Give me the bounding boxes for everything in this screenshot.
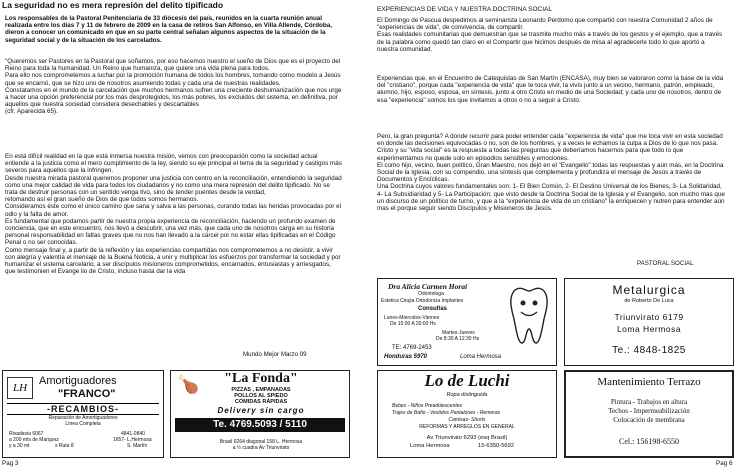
article-intro: Los responsables de la Pastoral Penitenciaria de 33 diócesis del país, reunidos en la cuarta reunión anual realizada entre los días 7 y 11 de febrero de 2009 en la casa de retiros San Alfonso, en Villa Allende, Córdoba, dieron a conocer un comunicado en que en su parte central señalan algunos aspectos de la situación de la seguridad social y de la situación de los carcelados. [5, 15, 334, 44]
dentist-hours-1: Lunes-Miercoles-Viernes [384, 315, 440, 321]
lafonda-line-1: PIZZAS , EMPANADAS [231, 387, 291, 393]
franco-phone: 4841-0840 [121, 431, 145, 437]
franco-title-1: Amortiguadores [39, 375, 117, 387]
dentist-consult: Consultas [418, 306, 448, 312]
dentist-hours-2: De 15:00 A 20:00 Hs [390, 321, 436, 327]
ad-la-fonda [170, 370, 350, 458]
article-paragraph-2: En está difícil realidad en la que está inmersa nuestra misión, vemos con preocupación como la sociedad actual entiende a la justicia como el mero cumplimiento de la ley, siendo su eje principal el tema de la seguridad y castigos más severos para aquellos que la infringen. Desde nuestra mirada pastoral queremos proponer una justicia con centro en la reconciliación, entendiendo la seguridad como una mejor calidad de vida para todos los ciudadanos y no como una mera represión del delito tipificado. No se trata de destruir personas con un sentido venga tivo, sino de tender puentes desde la verdad, retomando así el gran sueño de Dios de que todos somos hermanos. Consideramos éste como el único camino que sana y salva a las personas, curando todas las heridas provocadas por el odio y la falta de amor. Es fundamental que podamos partir de nuestra propia experiencia de reconciliación, haciendo un profundo examen de conciencia, que en este encuentro, nos llevó a descubrir, una vez más, que cada uno de nosotros carga en su historia personal responsabilidad en faltas graves que no nos han llevado a la cárcel por no estar ellas tipificadas en el Código Penal o no ser conocidas. Como mensaje final y, a partir de la reflexión y las experiencias compartidas nos comprometemos a no desistir, a vivir con alegría y valentía el mensaje de la Buena Noticia, a unir y multiplicar los esfuerzos por transformar la sociedad y por humanizar el sistema carcelario, a ser discípulos misioneros comprometidos, encarnados, entusiastas y arriesgados, que testimonien el Evange lio de Cristo, incluso hasta dar la vida [5, 153, 342, 276]
luchi-phone: 15-6350-5692 [478, 443, 515, 449]
dentist-specialty-2: Estetica Cirujia Ortodoncia Implantes [381, 298, 464, 304]
ad-mantenimiento-terrazo [564, 370, 734, 458]
lafonda-phone: Te. 4769.5093 / 5110 [175, 418, 345, 432]
franco-locality-1: 1657- L.Hermosa [113, 437, 152, 443]
franco-locality-2: S. Martín [127, 443, 148, 449]
article-paragraph-1: "Queremos ser Pastores en la Pastoral que soñamos, por eso hacemos nuestro el sueño de Dios que es el proyecto del Reino para toda la humanidad. Un Reino que humaniza, que quiere una vida plena para todos. Para ello nos comprometemos a luchar por la promoción humana de todos los hombres, tomando como modelo a Jesús que se encarnó, que se hizo uno de nosotros asumiendo todas y cada una de nuestras realidades. Constatamos en el mundo de la carcelación que muchos hermanos sufren una creciente deshumanización que nos urge a hacer una opción preferencial por los más desprotegidos, los más pobres, los excluidos del sistema, en definitiva, por aquellos que nuestra sociedad considera desechables y descartables (cfr. Aparecida 65). [5, 58, 342, 116]
franco-banner: -RECAMBIOS- [7, 403, 159, 415]
franco-title-2: "FRANCO" [58, 388, 116, 400]
terrazo-phone: Cel.: 156198-6550 [619, 437, 679, 446]
right-paragraph-2: Experiencias que, en el Encuentro de Catequistas de San Martín (ENCASA), muy bien se valoraron como la base de la vida del "cristiano", porque cada "experiencia de vida" que te toca vivir, la vivís junto a un vecino, hermano, patrón, empleado, alumno, hijo, esposo, esposa, en síntesis, junto a otro Cristo en medio de una Sociedad; y cada uno de nosotros, dentro de esa "experiencia" somos los que invitamos a otros o no a seguir a Cristo. [377, 75, 725, 104]
luchi-name: Lo de Luchi [424, 371, 510, 390]
metalurgica-owner: de Roberto De Luca [624, 298, 674, 304]
metalurgica-name: Metalurgica [612, 283, 686, 297]
terrazo-service-3: Colocación de membrana [613, 416, 685, 424]
article-source: Mundo Mejor Marzo 09 [243, 351, 307, 358]
dentist-hours-3: Martes-Jueves [442, 330, 475, 336]
metalurgica-address: Triunvirato 6179 [614, 312, 684, 322]
metalurgica-locality: Loma Hermosa [616, 324, 682, 334]
dentist-address: Honduras 5970 [384, 354, 428, 360]
franco-sub-2: Línea Completa [65, 421, 101, 427]
dentist-name: Dra Alicia Carmen Horai [388, 282, 468, 291]
terrazo-service-2: Techos - Impermeabilización [608, 407, 690, 415]
right-paragraph-1: El Domingo de Pascua despedimos al seminarista Leonardo Perdomo que compartió con nuestra Comunidad 2 años de "experiencias de vida", de convivencia, de compartir. Esas realidades comunitarias que demuestran que se trasmite mucho más a través de los gestos y el ejemplo, que a través de la palabra como quedó tan claro en el Compartir que hicimos después de misa al agradecerle todo lo que aportó a nuestra comunidad. [377, 17, 723, 53]
franco-address-3: y a 30 mt [9, 443, 30, 449]
dentist-hours-4: De 8:30 A 12:30 Hs [436, 336, 480, 342]
metalurgica-phone: Te.: 4848-1825 [612, 345, 686, 356]
right-paragraph-3: Pero, la gran pregunta? A donde recurrir para poder entender cada "experiencia de vida" que me toca vivir en esta sociedad en donde las decisiones equivocadas o no, son de los hombres, y a veces le echamos la culpa a Dios de lo que nos pasa. Cristo y su "vida social" es la respuesta a todas las preguntas que deberíamos hacernos para que todo lo que experimentamos no quede solo en episodios sensibles y emociones. El como hijo, vecino, buen político, Gran Maestro, nos dejó en el "Evangelio" todas las respuestas y aún más, en la Doctrina Social de la Iglesia, con su compendio, una síntesis que complementa y profundiza el mensaje de Jesús a través de Documentos y Encíclicas. Una Doctrina cuyos valores fundamentales son: 1- El Bien Común, 2- El Destino Universal de los Bienes, 3- La Solidaridad, 4- La Subsidiaridad y 5- La Participación; que visto desde la Doctrina Social de la Iglesia y el Evangelio, son mucho mas que un discurso de un político de turno, y que a la "experiencia de vida de un cristiano" la enriquecen y nutren para entender aún mas el porque seguir siendo Discípulos y Misioneros de Jesús. [377, 133, 725, 213]
luchi-address: Av Triunvirato 6293 (esq Brasil) [426, 435, 508, 441]
franco-address-2: a 200 mts de Marquez [9, 437, 59, 443]
ad-metalurgica [564, 278, 734, 366]
page-number-right: Pag 6 [716, 460, 733, 467]
luchi-line-3: Camisas- Shorts [448, 417, 486, 423]
ad-dentist [377, 278, 557, 366]
franco-sub-1: Reparación de Amortiguadores [48, 415, 118, 421]
article-title-right: EXPERIENCIAS DE VIDA Y NUESTRA DOCTRINA SOCIAL [377, 6, 552, 13]
luchi-tagline: Ropa distinguida [446, 392, 488, 398]
lafonda-address-1: Brasil 6264 diagonal 158 L. Hermosa [219, 439, 303, 445]
page-number-left: Pag 3 [2, 460, 19, 467]
lafonda-name: "La Fonda" [224, 371, 298, 386]
franco-route: s Ruta 8 [55, 443, 74, 449]
lafonda-address-2: a ½ cuadra Av Triunvirato [232, 445, 290, 451]
franco-logo: LH [7, 377, 33, 399]
terrazo-name: Mantenimiento Terrazo [597, 376, 701, 388]
signature: PASTORAL SOCIAL [637, 260, 694, 267]
ad-amortiguadores-franco [2, 370, 164, 458]
dentist-locality: Loma Hermosa [460, 354, 502, 360]
luchi-locality: Loma Hermosa [410, 443, 450, 449]
lafonda-line-2: POLLOS AL SPIEDO [234, 393, 288, 399]
chicken-icon: 🍗 [177, 374, 200, 394]
tooth-icon [506, 285, 552, 347]
franco-address-1: Rivadavia 6067 [9, 431, 44, 437]
right-page [372, 0, 740, 468]
ad-lo-de-luchi [377, 370, 557, 458]
luchi-line-1: Bebes - Niños Preadolescentes [392, 403, 463, 409]
luchi-line-4: REFORMAS Y ARREGLOS EN GENERAL [419, 424, 515, 430]
luchi-line-2: Trajes de Baño - Vestidos Pantalones - Remeras [392, 410, 501, 416]
lafonda-delivery: Delivery sin cargo [217, 406, 305, 415]
dentist-phone: TE: 4769-2453 [392, 345, 432, 351]
lafonda-line-3: COMIDAS RÁPIDAS [234, 399, 288, 405]
dentist-specialty-1: Odontologa [418, 291, 444, 297]
terrazo-service-1: Pintura - Trabajos en altura [610, 398, 688, 406]
article-title: La seguridad no es mera represión del delito tipificado [2, 0, 224, 10]
